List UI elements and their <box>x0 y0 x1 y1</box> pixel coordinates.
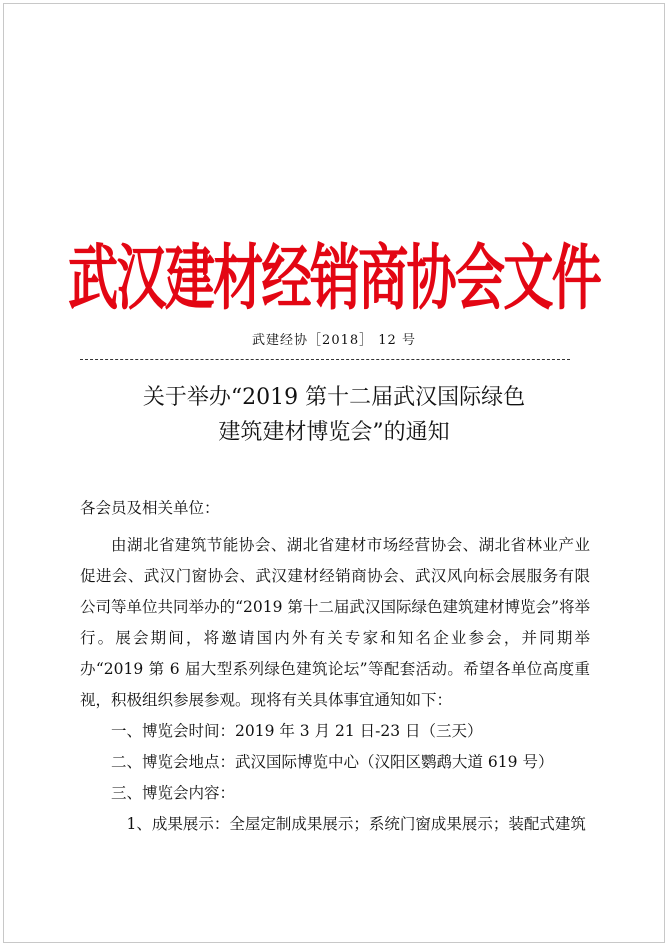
notice-title-line-1: 关于举办“2019 第十二届武汉国际绿色 <box>142 385 526 410</box>
notice-body <box>80 530 590 840</box>
masthead-title: 武汉建材经销商协会文件 <box>68 236 600 320</box>
document-page <box>3 3 665 943</box>
header-separator <box>80 359 570 360</box>
notice-title <box>64 380 604 450</box>
item-exhibition-venue: 二、博览会地点：武汉国际博览中心（汉阳区鹦鹉大道 619 号） <box>111 753 554 771</box>
notice-title-line-2: 建筑建材博览会”的通知 <box>218 420 450 445</box>
document-number: 武建经协［2018］ 12 号 <box>252 333 416 348</box>
item-exhibition-time: 一、博览会时间：2019 年 3 月 21 日-23 日（三天） <box>111 722 483 740</box>
body-paragraph: 由湖北省建筑节能协会、湖北省建材市场经营协会、湖北省林业产业促进会、武汉门窗协会、武汉建材经销商协会、武汉风向标会展服务有限公司等单位共同举办的“2019 第十二届武汉国际绿色建筑建材博览会”将举行。展会期间，将邀请国内外有关专家和知名企业参会，并同期举办“2019 第 6 届大型系列绿色建筑论坛”等配套活动。希望各单位高度重视，积极组织参展参观。现将有关具体事宜通知如下： <box>80 536 590 709</box>
item-achievement-display: 1、成果展示：全屋定制成果展示；系统门窗成果展示；装配式建筑 <box>126 815 586 833</box>
item-exhibition-content: 三、博览会内容： <box>111 784 236 802</box>
salutation: 各会员及相关单位： <box>80 499 220 517</box>
